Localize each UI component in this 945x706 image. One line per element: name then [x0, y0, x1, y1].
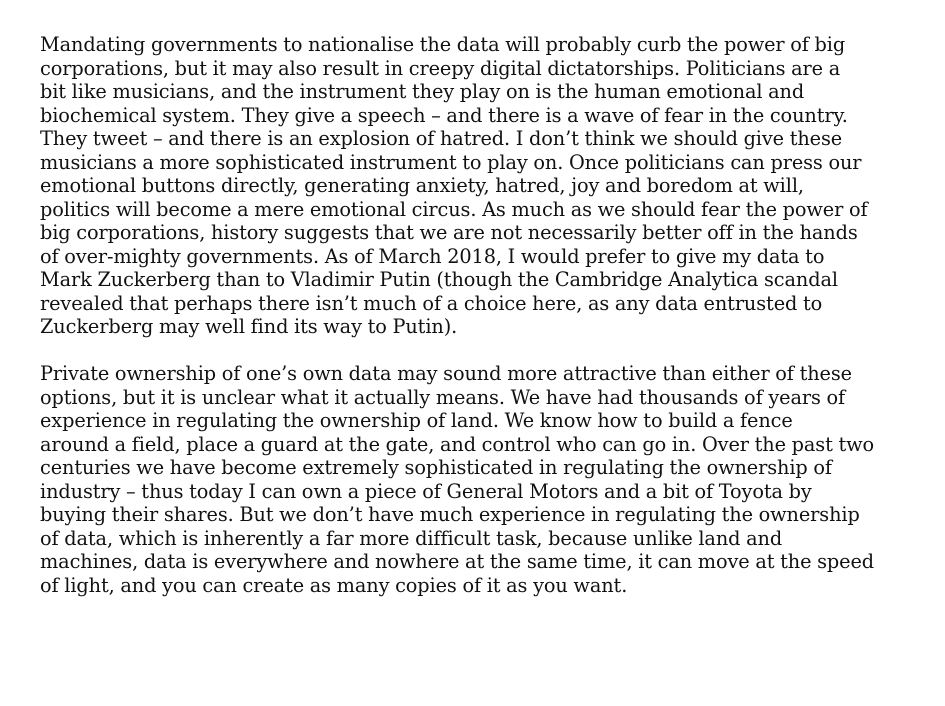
text-line: of over-mighty governments. As of March 2018, I would prefer to give my data to	[40, 244, 825, 268]
text-line: biochemical system. They give a speech – and there is a wave of fear in the country.	[40, 103, 848, 127]
text-line: experience in regulating the ownership of land. We know how to build a fence	[40, 409, 793, 432]
text-line: bit like musicians, and the instrument they play on is the human emotional and	[40, 80, 805, 103]
text-line: emotional buttons directly, generating anxiety, hatred, joy and boredom at will,	[40, 174, 804, 197]
text-line: machines, data is everywhere and nowhere at the same time, it can move at the speed	[40, 550, 875, 573]
text-line: politics will become a mere emotional circus. As much as we should fear the power of	[40, 197, 868, 221]
text-line: Zuckerberg may well find its way to Putin).	[40, 315, 458, 338]
paragraph-1	[40, 33, 930, 339]
text-line: big corporations, history suggests that we are not necessarily better off in the hands	[40, 221, 858, 244]
text-line: revealed that perhaps there isn’t much of a choice here, as any data entrusted to	[40, 291, 823, 315]
text-line: corporations, but it may also result in creepy digital dictatorships. Politicians are a	[40, 56, 841, 80]
text-line: musicians a more sophisticated instrument to play on. Once politicians can press our	[40, 150, 862, 174]
text-line: Mandating governments to nationalise the data will probably curb the power of big	[40, 33, 846, 56]
text-line: industry – thus today I can own a piece of General Motors and a bit of Toyota by	[40, 479, 812, 503]
text-line: of data, which is inherently a far more difficult task, because unlike land and	[40, 526, 783, 550]
text-line: buying their shares. But we don’t have much experience in regulating the ownership	[40, 503, 860, 526]
text-line: centuries we have become extremely sophisticated in regulating the ownership of	[40, 456, 832, 479]
document-body	[40, 33, 930, 597]
text-line: of light, and you can create as many copies of it as you want.	[40, 573, 628, 597]
paragraph-2	[40, 362, 930, 597]
text-line: options, but it is unclear what it actually means. We have had thousands of years of	[40, 385, 846, 409]
text-line: around a field, place a guard at the gate, and control who can go in. Over the past two	[40, 432, 875, 456]
text-line: They tweet – and there is an explosion of hatred. I don’t think we should give these	[40, 127, 843, 150]
text-line: Mark Zuckerberg than to Vladimir Putin (though the Cambridge Analytica scandal	[40, 268, 838, 291]
text-line: Private ownership of one’s own data may sound more attractive than either of these	[40, 362, 852, 385]
